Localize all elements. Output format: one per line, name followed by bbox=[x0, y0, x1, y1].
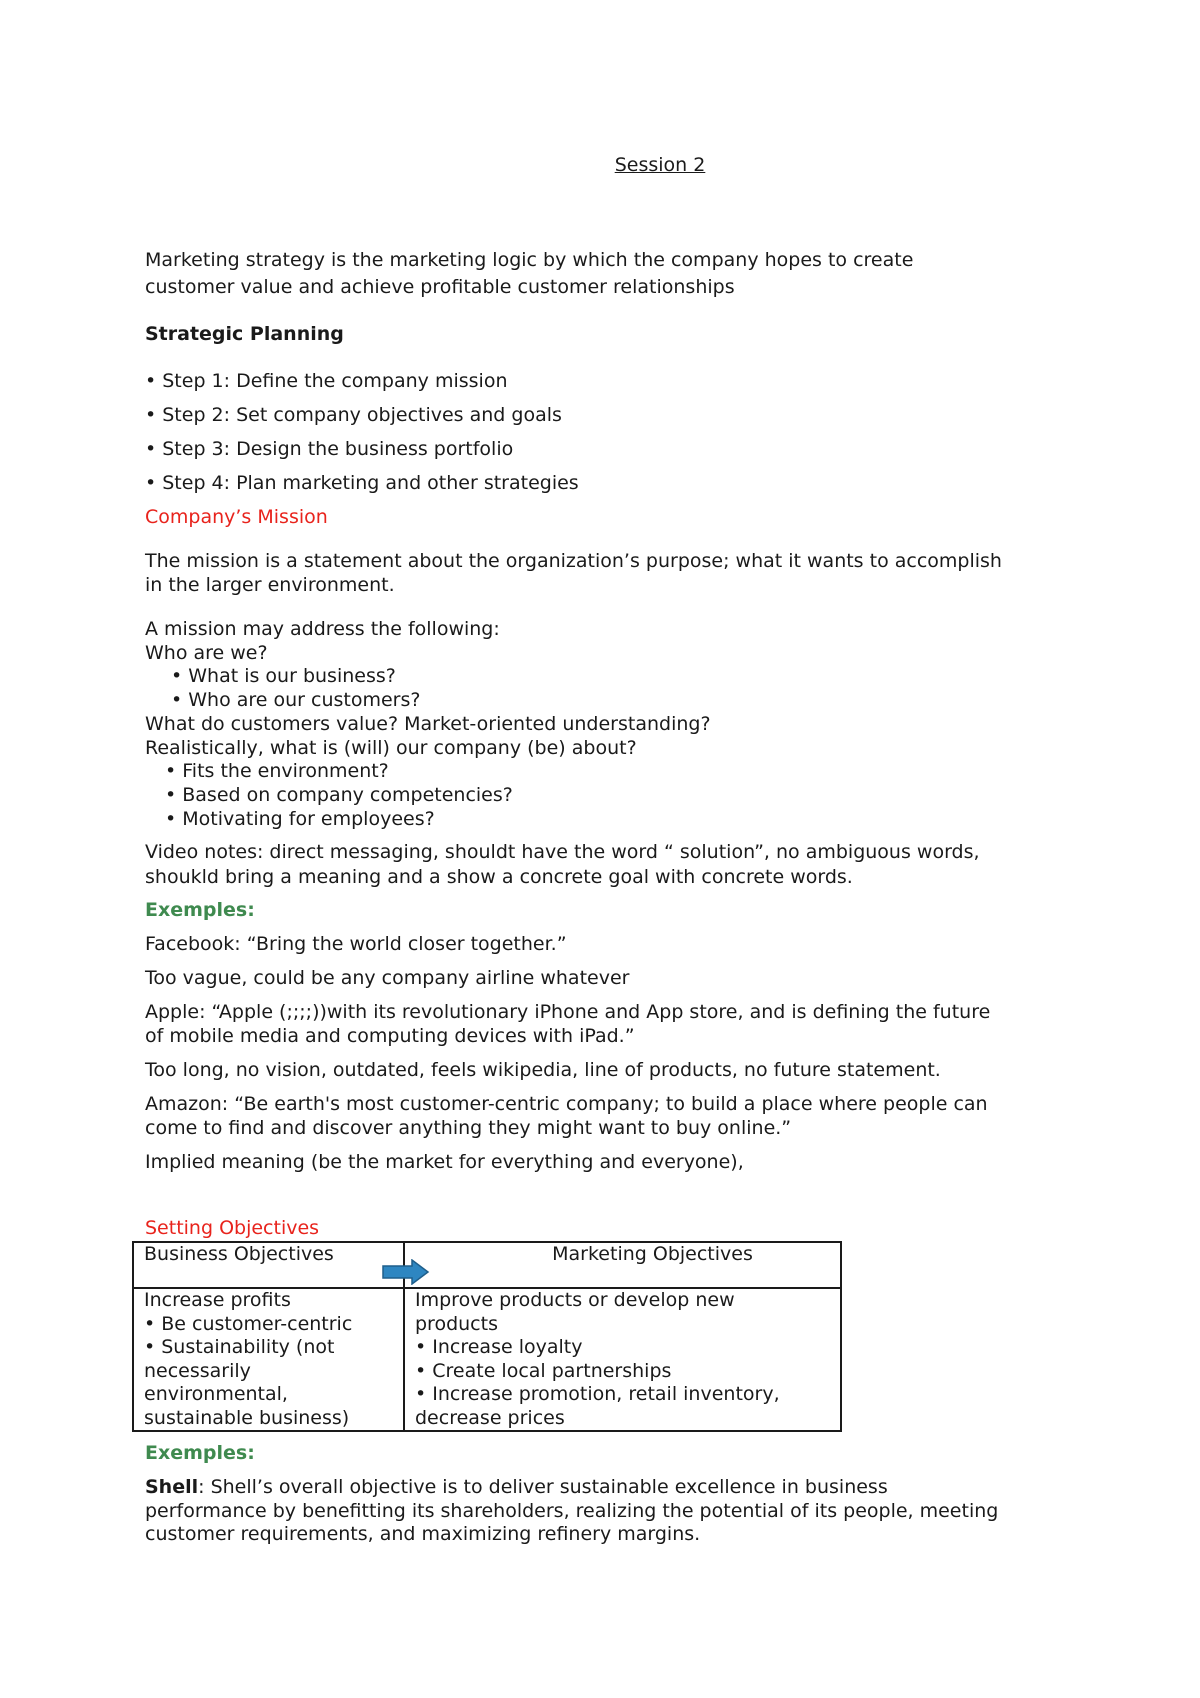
mission-address-line: • Who are our customers? bbox=[171, 689, 421, 711]
marketing-objectives-header: Marketing Objectives bbox=[404, 1242, 841, 1288]
business-objective-item: Increase profits bbox=[144, 1289, 291, 1311]
mission-address-line: What do customers value? Market-oriented understanding? bbox=[145, 713, 711, 735]
amazon-note: Implied meaning (be the market for everything and everyone), bbox=[145, 1151, 744, 1173]
mission-address-line: • Based on company competencies? bbox=[165, 784, 513, 806]
step-item: • Step 1: Define the company mission bbox=[145, 370, 508, 392]
amazon-example-line: come to find and discover anything they might want to buy online.” bbox=[145, 1117, 792, 1139]
strategic-planning-heading: Strategic Planning bbox=[145, 323, 344, 345]
business-objective-item: environmental, bbox=[144, 1383, 288, 1405]
mission-address-line: A mission may address the following: bbox=[145, 618, 500, 640]
shell-example-line: Shell: Shell’s overall objective is to deliver sustainable excellence in business bbox=[145, 1476, 888, 1498]
intro-line-2: customer value and achieve profitable customer relationships bbox=[145, 276, 735, 298]
step-item: • Step 2: Set company objectives and goals bbox=[145, 404, 562, 426]
business-objective-item: • Be customer-centric bbox=[144, 1312, 353, 1335]
shell-example-line: customer requirements, and maximizing refinery margins. bbox=[145, 1523, 701, 1545]
shell-label: Shell bbox=[145, 1476, 199, 1498]
step-item: • Step 4: Plan marketing and other strategies bbox=[145, 472, 579, 494]
marketing-objective-item: Improve products or develop new bbox=[415, 1289, 735, 1311]
facebook-example: Facebook: “Bring the world closer together.” bbox=[145, 933, 567, 955]
apple-example-line: Apple: “Apple (;;;;))with its revolutionary iPhone and App store, and is defining the future bbox=[145, 1001, 991, 1023]
marketing-objective-item: products bbox=[415, 1312, 498, 1335]
intro-line-1: Marketing strategy is the marketing logic by which the company hopes to create bbox=[145, 249, 914, 271]
mission-address-line: Who are we? bbox=[145, 642, 268, 664]
mission-address-line: • What is our business? bbox=[171, 665, 396, 687]
business-objectives-header: Business Objectives bbox=[133, 1242, 404, 1288]
business-objective-item: • Sustainability (not bbox=[144, 1336, 335, 1358]
business-objective-item: necessarily bbox=[144, 1359, 251, 1382]
business-objective-item: sustainable business) bbox=[144, 1406, 350, 1429]
objectives-table bbox=[132, 1241, 842, 1432]
shell-example-line: performance by benefitting its shareholders, realizing the potential of its people, meeting bbox=[145, 1500, 999, 1522]
marketing-objective-item: decrease prices bbox=[415, 1406, 565, 1429]
step-item: • Step 3: Design the business portfolio bbox=[145, 438, 514, 460]
facebook-note: Too vague, could be any company airline whatever bbox=[145, 967, 630, 989]
mission-heading: Company’s Mission bbox=[145, 506, 328, 528]
video-notes-line: shoukld bring a meaning and a show a concrete goal with concrete words. bbox=[145, 866, 853, 888]
mission-address-line: • Motivating for employees? bbox=[165, 808, 435, 830]
setting-objectives-heading: Setting Objectives bbox=[145, 1217, 320, 1239]
mission-address-line: • Fits the environment? bbox=[165, 760, 389, 782]
mission-definition-line: in the larger environment. bbox=[145, 574, 395, 596]
mission-address-line: Realistically, what is (will) our company (be) about? bbox=[145, 737, 637, 759]
apple-note: Too long, no vision, outdated, feels wikipedia, line of products, no future statement. bbox=[145, 1059, 941, 1081]
video-notes-line: Video notes: direct messaging, shouldt have the word “ solution”, no ambiguous words, bbox=[145, 841, 980, 863]
page-title: Session 2 bbox=[614, 154, 706, 176]
marketing-objective-item: • Increase promotion, retail inventory, bbox=[415, 1383, 780, 1405]
marketing-objectives-cell bbox=[404, 1288, 841, 1431]
examples-heading: Exemples: bbox=[145, 899, 255, 921]
marketing-objective-item: • Create local partnerships bbox=[415, 1359, 672, 1382]
marketing-objective-item: • Increase loyalty bbox=[415, 1336, 583, 1358]
mission-definition-line: The mission is a statement about the organization’s purpose; what it wants to accomplish bbox=[145, 550, 1002, 572]
business-objectives-cell bbox=[133, 1288, 404, 1431]
amazon-example-line: Amazon: “Be earth's most customer-centric company; to build a place where people can bbox=[145, 1093, 988, 1115]
right-arrow-icon bbox=[382, 1259, 430, 1285]
examples-heading-2: Exemples: bbox=[145, 1442, 255, 1464]
apple-example-line: of mobile media and computing devices with iPad.” bbox=[145, 1025, 635, 1047]
